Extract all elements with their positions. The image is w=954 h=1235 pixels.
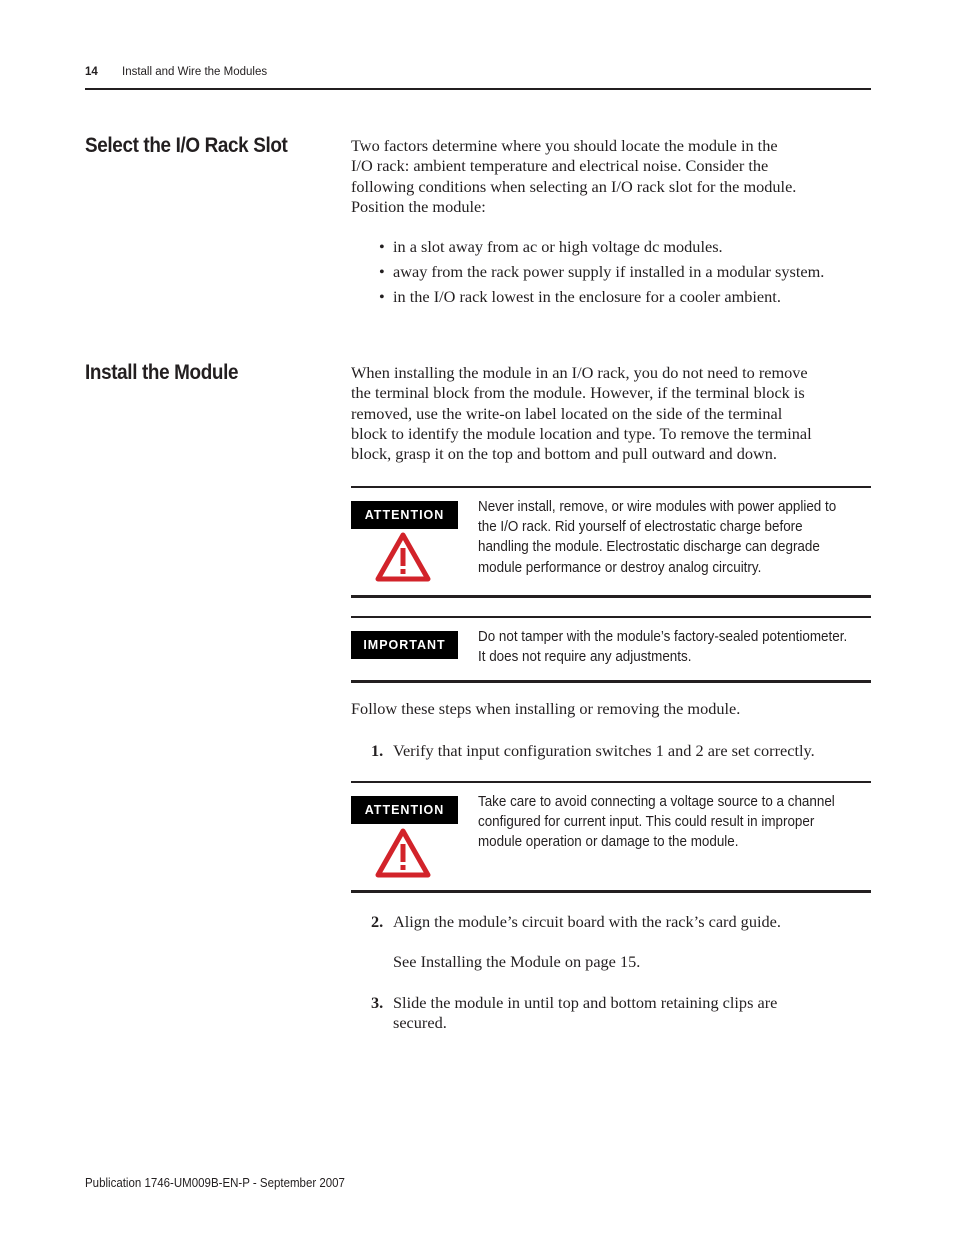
- text-line: block, grasp it on the top and bottom and pull outward and down.: [351, 444, 777, 464]
- text-line: module operation or damage to the module.: [478, 834, 739, 851]
- text-line: removed, use the write-on label located on the side of the terminal: [351, 403, 783, 423]
- attention-text: [478, 497, 874, 578]
- text-line: I/O rack: ambient temperature and electrical noise. Consider the: [351, 156, 769, 176]
- text-line: secured.: [393, 1013, 447, 1033]
- text-line: the I/O rack. Rid yourself of electrostatic charge before: [478, 519, 803, 536]
- step-number: 3.: [371, 993, 384, 1012]
- text-line: following conditions when selecting an I/O rack slot for the module.: [351, 176, 797, 196]
- heading-install-module: Install the Module: [85, 361, 239, 384]
- attention-notice-voltage: [351, 781, 871, 893]
- rack-conditions-list: [379, 237, 879, 312]
- text-line: When installing the module in an I/O rack, you do not need to remove: [351, 363, 808, 382]
- text-line: handling the module. Electrostatic discharge can degrade: [478, 539, 820, 556]
- step-text: Align the module’s circuit board with the rack’s card guide.: [393, 912, 781, 931]
- important-notice-potentiometer: [351, 616, 871, 683]
- list-item: • away from the rack power supply if installed in a modular system.: [379, 262, 879, 282]
- follow-steps-text: Follow these steps when installing or removing the module.: [351, 699, 741, 718]
- attention-text: [478, 792, 874, 853]
- step-text: [393, 993, 873, 1034]
- warning-triangle-icon: [375, 828, 431, 878]
- step-number: 1.: [371, 741, 384, 760]
- install-intro-paragraph: [351, 363, 873, 464]
- page-header: [85, 66, 871, 90]
- text-line: It does not require any adjustments.: [478, 649, 692, 666]
- attention-tag: ATTENTION: [351, 796, 458, 824]
- page-footer: Publication 1746-UM009B-EN-P - September 2007: [85, 1176, 345, 1190]
- text-line: the terminal block from the module. However, if the terminal block is: [351, 383, 805, 403]
- text-line: Do not tamper with the module’s factory-sealed potentiometer.: [478, 629, 848, 645]
- important-tag: IMPORTANT: [351, 631, 458, 659]
- text-line: module performance or destroy analog circuitry.: [478, 559, 762, 576]
- text-line: block to identify the module location and type. To remove the terminal: [351, 423, 812, 443]
- list-item: • in the I/O rack lowest in the enclosure for a cooler ambient.: [379, 287, 879, 307]
- step-number: 2.: [371, 912, 384, 931]
- text-line: configured for current input. This could result in improper: [478, 814, 815, 831]
- important-text: [478, 627, 874, 667]
- page-number: 14: [85, 66, 98, 78]
- warning-triangle-icon: [375, 532, 431, 582]
- text-line: Position the module:: [351, 196, 486, 216]
- attention-tag: ATTENTION: [351, 501, 458, 529]
- heading-select-rack-slot: Select the I/O Rack Slot: [85, 134, 288, 157]
- text-line: Never install, remove, or wire modules with power applied to: [478, 499, 837, 515]
- cross-reference-text: See Installing the Module on page 15.: [393, 952, 641, 971]
- text-line: Slide the module in until top and bottom retaining clips are: [393, 993, 778, 1012]
- list-item: • in a slot away from ac or high voltage dc modules.: [379, 237, 879, 257]
- text-line: Two factors determine where you should locate the module in the: [351, 136, 778, 155]
- step-text: Verify that input configuration switches 1 and 2 are set correctly.: [393, 741, 815, 760]
- chapter-title: Install and Wire the Modules: [122, 66, 268, 78]
- rack-intro-paragraph: [351, 136, 873, 217]
- attention-notice-power: [351, 486, 871, 598]
- text-line: Take care to avoid connecting a voltage source to a channel: [478, 794, 835, 810]
